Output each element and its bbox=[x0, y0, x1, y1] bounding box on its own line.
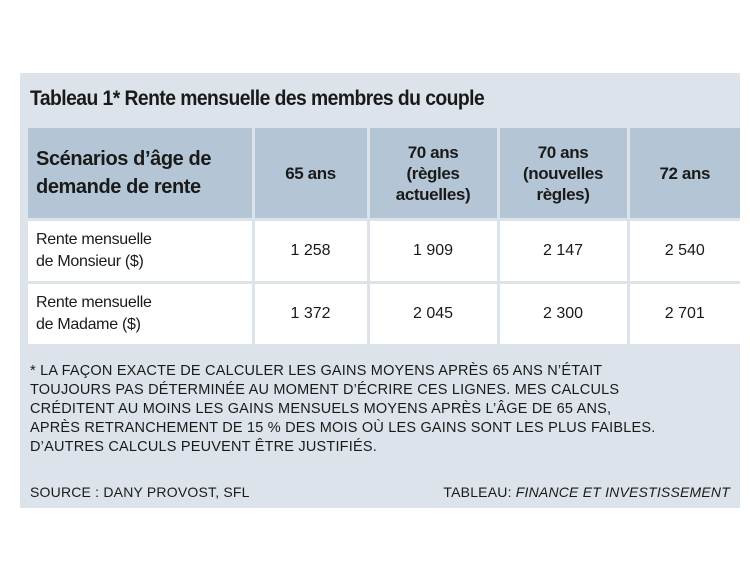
table-row-madame bbox=[28, 283, 740, 346]
row-label-madame-line2: de Madame ($) bbox=[36, 316, 141, 333]
header-scenarios-line1: Scénarios d’âge de bbox=[36, 148, 212, 170]
row-label-madame bbox=[28, 283, 253, 346]
row-label-monsieur-line2: de Monsieur ($) bbox=[36, 253, 144, 270]
cell-madame-65: 1 372 bbox=[253, 283, 368, 346]
header-col3-line3: règles) bbox=[536, 184, 590, 204]
cell-monsieur-65: 1 258 bbox=[253, 220, 368, 283]
header-col3-line1: 70 ans bbox=[537, 142, 589, 162]
footnote-line: APRÈS RETRANCHEMENT DE 15 % DES MOIS OÙ LES GAINS SONT LES PLUS FAIBLES. bbox=[30, 420, 656, 436]
table-title: Tableau 1* Rente mensuelle des membres du couple bbox=[30, 87, 485, 110]
header-col1-line1: 65 ans bbox=[285, 163, 336, 183]
cell-monsieur-70-nouvelles: 2 147 bbox=[498, 220, 628, 283]
header-col2-line2: (règles bbox=[406, 163, 460, 183]
header-col2-line3: actuelles) bbox=[395, 184, 471, 204]
cell-madame-70-nouvelles: 2 300 bbox=[498, 283, 628, 346]
table-credit-name: FINANCE ET INVESTISSEMENT bbox=[515, 484, 730, 500]
footnote-line: * LA FAÇON EXACTE DE CALCULER LES GAINS MOYENS APRÈS 65 ANS N’ÉTAIT bbox=[30, 363, 603, 379]
table-header-row bbox=[28, 128, 740, 220]
source-credit: SOURCE : DANY PROVOST, SFL bbox=[30, 484, 250, 500]
table-panel bbox=[20, 73, 740, 508]
header-col2-line1: 70 ans bbox=[407, 142, 459, 162]
header-72-ans bbox=[628, 128, 740, 220]
header-scenarios bbox=[28, 128, 253, 220]
footnote bbox=[30, 362, 730, 457]
footnote-line: CRÉDITENT AU MOINS LES GAINS MENSUELS MOYENS APRÈS L’ÂGE DE 65 ANS, bbox=[30, 401, 612, 417]
header-scenarios-line2: demande de rente bbox=[36, 176, 201, 198]
table-credit-prefix: TABLEAU: bbox=[443, 484, 516, 500]
header-col4-line1: 72 ans bbox=[659, 163, 711, 183]
row-label-monsieur-line1: Rente mensuelle bbox=[36, 231, 152, 248]
header-70-ans-actuelles bbox=[368, 128, 498, 220]
row-label-madame-line1: Rente mensuelle bbox=[36, 294, 152, 311]
rente-table bbox=[28, 128, 740, 347]
header-70-ans-nouvelles bbox=[498, 128, 628, 220]
cell-monsieur-70-actuelles: 1 909 bbox=[368, 220, 498, 283]
cell-monsieur-72: 2 540 bbox=[628, 220, 740, 283]
footnote-line: D’AUTRES CALCULS PEUVENT ÊTRE JUSTIFIÉS. bbox=[30, 439, 377, 455]
table-row-monsieur bbox=[28, 220, 740, 283]
footnote-line: TOUJOURS PAS DÉTERMINÉE AU MOMENT D’ÉCRIRE CES LIGNES. MES CALCULS bbox=[30, 382, 620, 398]
header-col3-line2: (nouvelles bbox=[522, 163, 604, 183]
cell-madame-72: 2 701 bbox=[628, 283, 740, 346]
row-label-monsieur bbox=[28, 220, 253, 283]
table-credit bbox=[443, 484, 730, 500]
header-65-ans bbox=[253, 128, 368, 220]
cell-madame-70-actuelles: 2 045 bbox=[368, 283, 498, 346]
